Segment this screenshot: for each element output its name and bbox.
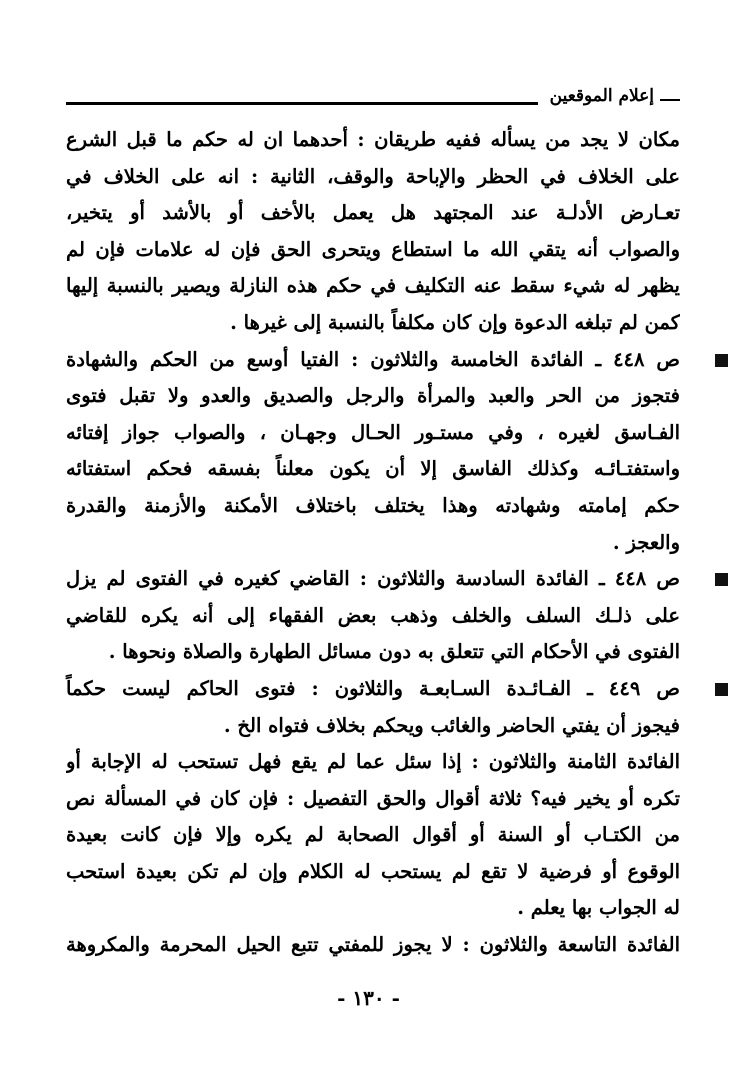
text-line: تكره أو يخير فيه؟ ثلاثة أقوال والحق التفصيل : فإن كان في المسألة نص xyxy=(66,786,680,810)
text-line: يظهر له شيء سقط عنه التكليف في حكم هذه النازلة ويصير بالنسبة إليها xyxy=(66,274,680,298)
text-line: حكم إمامته وشهادته وهذا يختلف باختلاف الأمكنة والأزمنة والقدرة xyxy=(66,493,680,517)
page-number: - ١٣٠ - xyxy=(337,986,400,1010)
page-body xyxy=(66,122,680,964)
text-line-content: ص ٤٤٩ ـ الفـائـدة السـابعـة والثلاثون : فتوى الحاكم ليست حكماً xyxy=(66,676,681,700)
text-line: الفائدة الثامنة والثلاثون : إذا سئل عما لم يقع فهل تستحب له الإجابة أو xyxy=(66,750,680,774)
text-line: الفائدة التاسعة والثلاثون : لا يجوز للمفتي تتبع الحيل المحرمة والمكروهة xyxy=(66,933,680,957)
text-line: الوقوع أو فرضية لا تقع لم يستحب له الكلام وإن لم تكن بعيدة استحب xyxy=(66,859,680,883)
text-line: كمن لم تبلغه الدعوة وإن كان مكلفاً بالنسبة إلى غيرها . xyxy=(230,310,680,334)
text-line: الفـاسق لغيره ، وفي مستـور الحـال وجهـان ، والصواب جواز إفتائه xyxy=(66,420,680,444)
text-line: والصواب أنه يتقي الله ما استطاع ويتحرى الحق فإن له علامات فإن لم xyxy=(66,237,680,261)
text-line: مكان لا يجد من يسأله ففيه طريقان : أحدهما ان له حكم ما قبل الشرع xyxy=(66,128,680,151)
square-bullet-icon xyxy=(715,683,728,696)
text-line: والعجز . xyxy=(612,530,680,554)
text-line: واستفتـائـه وكذلك الفاسق إلا أن يكون معلناً بفسقه فحكم استفتائه xyxy=(66,457,680,481)
square-bullet-icon xyxy=(715,573,728,586)
running-header xyxy=(66,86,680,108)
text-line: فتجوز من الحر والعبد والمرأة والرجل والصديق والعدو ولا تقبل فتوى xyxy=(66,384,680,408)
text-line: له الجواب بها يعلم . xyxy=(517,896,680,920)
text-line: على الخلاف في الحظر والإباحة والوقف، الثانية : انه على الخلاف في xyxy=(66,164,680,188)
text-line: تعـارض الأدلـة عند المجتهد هل يعمل بالأخف أو بالأشد أو يتخير، xyxy=(66,201,680,225)
text-line-content: ص ٤٤٨ ـ الفائدة الخامسة والثلاثون : الفتيا أوسع من الحكم والشهادة xyxy=(66,347,680,371)
header-rule xyxy=(66,102,538,105)
text-line: فيجوز أن يفتي الحاضر والغائب ويحكم بخلاف فتواه الخ . xyxy=(223,713,680,737)
header-dash xyxy=(660,99,680,101)
header-title: إعلام الموقعين xyxy=(549,86,654,106)
text-line xyxy=(66,671,680,708)
text-line: على ذلـك السلف والخلف وذهب بعض الفقهاء إلى أنه يكره للقاضي xyxy=(66,603,680,627)
text-line: من الكتـاب أو السنة أو أقوال الصحابة لم يكره وإلا فإن كانت بعيدة xyxy=(66,823,680,847)
square-bullet-icon xyxy=(715,354,728,367)
text-line xyxy=(66,561,680,598)
text-line xyxy=(66,342,680,379)
text-line-content: ص ٤٤٨ ـ الفائدة السادسة والثلاثون : القاضي كغيره في الفتوى لم يزل xyxy=(66,567,680,591)
text-line: الفتوى في الأحكام التي تتعلق به دون مسائل الطهارة والصلاة ونحوها . xyxy=(108,640,680,664)
